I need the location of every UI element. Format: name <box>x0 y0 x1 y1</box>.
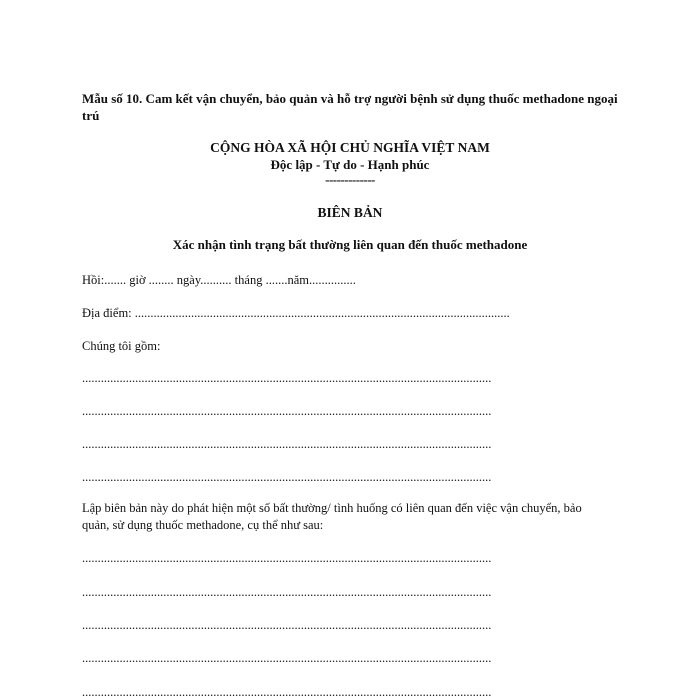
details-dotted-line: ................................................................................................................................... <box>82 651 492 665</box>
form-number-heading: Mẫu số 10. Cam kết vận chuyển, bảo quản và hỗ trợ người bệnh sử dụng thuốc methadone ngoại trú <box>82 91 618 123</box>
details-dotted-line: ................................................................................................................................... <box>82 585 492 599</box>
details-dotted-line: ................................................................................................................................... <box>82 618 492 632</box>
national-title: CỘNG HÒA XÃ HỘI CHỦ NGHĨA VIỆT NAM <box>210 140 490 155</box>
member-dotted-line: ................................................................................................................................... <box>82 404 492 418</box>
member-dotted-line: ................................................................................................................................... <box>82 437 492 451</box>
time-field-line: Hồi:....... giờ ........ ngày.......... tháng .......năm............... <box>82 273 356 287</box>
member-dotted-line: ................................................................................................................................... <box>82 371 492 385</box>
details-dotted-line: ................................................................................................................................... <box>82 551 492 565</box>
header-divider: ------------- <box>325 172 375 187</box>
details-dotted-line: ................................................................................................................................... <box>82 685 492 699</box>
document-subtitle: Xác nhận tình trạng bất thường liên quan đến thuốc methadone <box>172 237 528 252</box>
members-label: Chúng tôi gồm: <box>82 339 161 353</box>
member-dotted-line: ................................................................................................................................... <box>82 470 492 484</box>
place-field-line: Địa điểm: ........................................................................................................................ <box>82 306 510 320</box>
reason-paragraph: Lập biên bản này do phát hiện một số bất thường/ tình huống có liên quan đến việc vận chuyển, bảo quản, sử dụng thuốc methadone, cụ thể như sau: <box>82 501 582 532</box>
document-title: BIÊN BẢN <box>317 205 383 220</box>
national-motto: Độc lập - Tự do - Hạnh phúc <box>270 157 430 172</box>
